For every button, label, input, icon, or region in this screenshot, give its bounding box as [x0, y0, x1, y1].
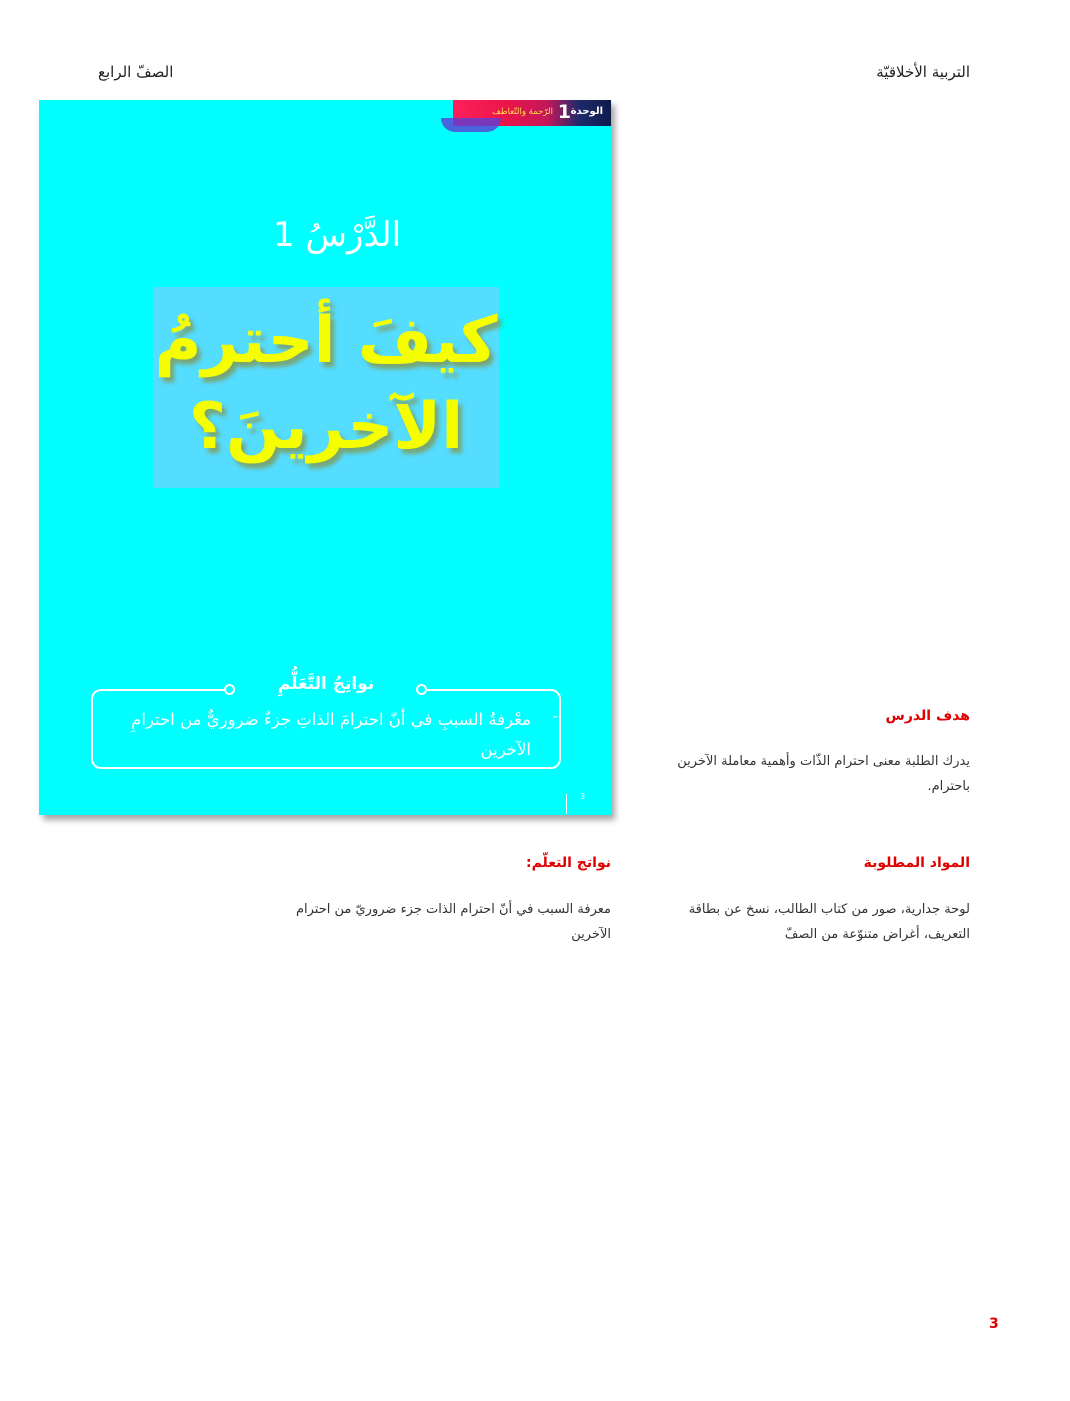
lesson-title-box	[153, 287, 499, 488]
lesson-goal-text: يدرك الطلبة معنى احترام الذّات وأهمية معاملة الآخرين باحترام.	[677, 754, 970, 794]
grade-header: الصفّ الرابع	[98, 63, 174, 81]
frame-dot-left	[224, 684, 235, 695]
book-outcomes-heading: نواتِجُ التَّعَلُّمِ	[277, 674, 375, 694]
lesson-title-line-1: كيفَ أحترمُ	[154, 304, 498, 378]
student-book-page	[39, 100, 611, 815]
materials-text: لوحة جدارية، صور من كتاب الطالب، نسخ عن بطاقة التعريف، أغراض متنوّعة من الصفّ	[688, 902, 970, 942]
frame-divider-right	[427, 689, 487, 691]
outcome-bullet: -	[552, 707, 558, 725]
frame-divider-left	[163, 689, 223, 691]
book-page-number: 3	[580, 792, 586, 801]
page-number: 3	[989, 1316, 999, 1332]
learning-outcomes-text: معرفة السبب في أنّ احترام الذات جزء ضروريّ من احترام الآخرين	[295, 902, 611, 942]
book-outcome-text: معْرفةُ السببِ في أنّ احترامَ الذاتِ جزءٌ ضروريٌّ من احترامِ الآخرين	[131, 710, 531, 759]
ribbon-paint-splash	[441, 118, 501, 132]
lesson-title-line-2: الآخرينَ؟	[188, 390, 464, 464]
lesson-goal-heading: هدف الدرس	[885, 708, 970, 724]
learning-outcomes-heading: نواتج التعلّم:	[525, 855, 611, 871]
unit-title: الرّحمة والتّعاطف	[492, 107, 553, 117]
materials-heading: المواد المطلوبة	[863, 855, 970, 871]
unit-number: 1	[557, 101, 571, 123]
subject-header: التربية الأخلاقيّة	[876, 63, 970, 81]
lesson-label: الدَّرْسُ 1	[273, 215, 402, 255]
book-page-number-divider	[566, 794, 567, 814]
unit-word: الوحدة	[570, 106, 603, 117]
frame-dot-right	[416, 684, 427, 695]
